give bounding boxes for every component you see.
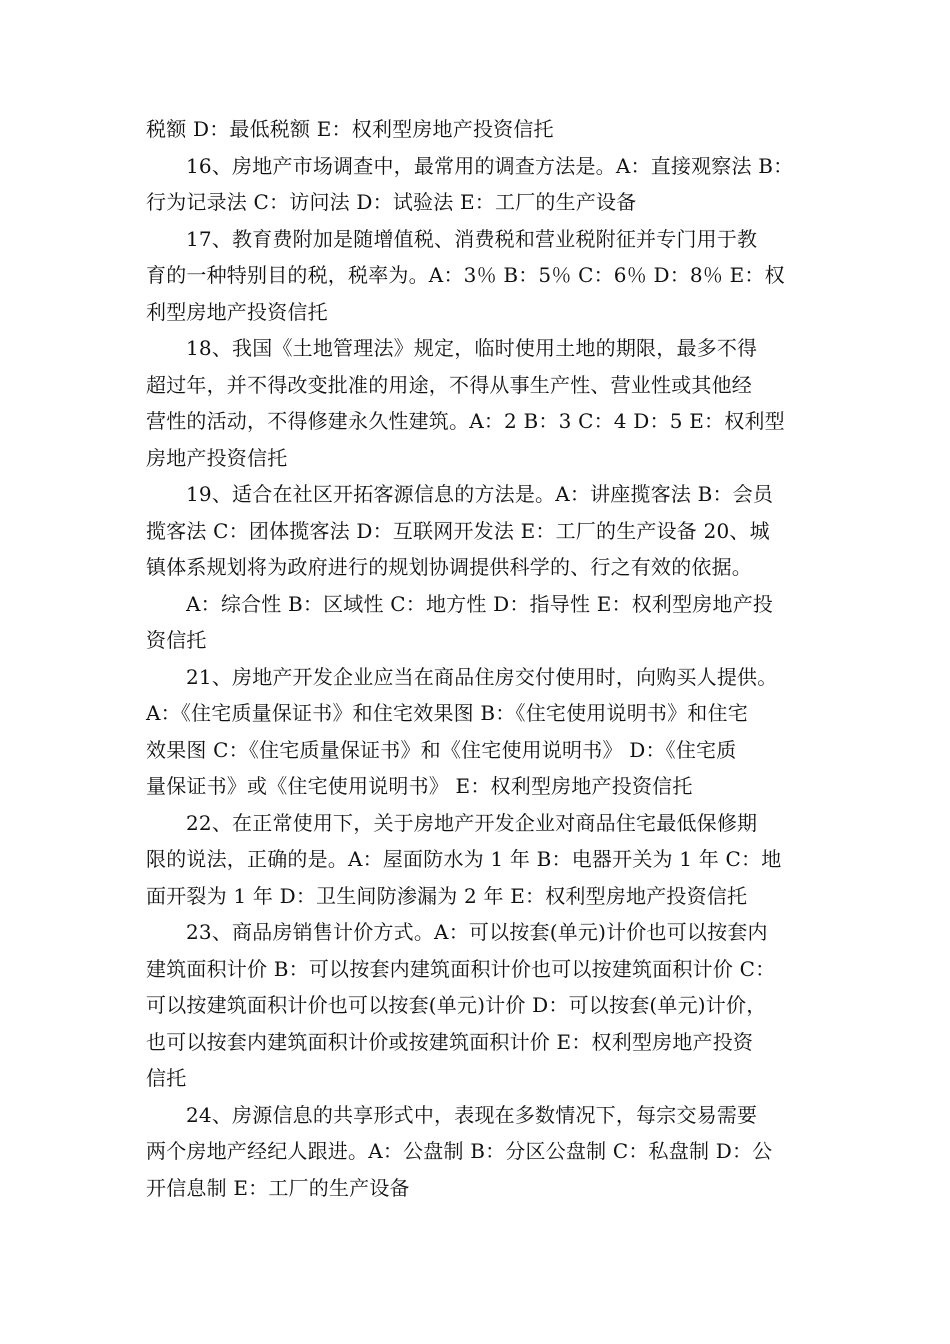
text-line: 建筑面积计价 B：可以按套内建筑面积计价也可以按建筑面积计价 C：	[146, 956, 776, 981]
text-line: 两个房地产经纪人跟进。A：公盘制 B：分区公盘制 C：私盘制 D：公	[146, 1139, 773, 1163]
text-line: 资信托	[146, 628, 207, 652]
text-line: 揽客法 C：团体揽客法 D：互联网开发法 E：工厂的生产设备 20、城	[146, 518, 770, 543]
question-21-line: 21、房地产开发企业应当在商品住房交付使用时，向购买人提供。	[186, 664, 778, 689]
question-16-line: 16、房地产市场调查中，最常用的调查方法是。A：直接观察法 B：	[186, 153, 794, 178]
text-line: 房地产投资信托	[146, 445, 288, 470]
text-line: 镇体系规划将为政府进行的规划协调提供科学的、行之有效的依据。	[146, 555, 752, 579]
options-line: A：综合性 B：区域性 C：地方性 D：指导性 E：权利型房地产投	[186, 591, 774, 616]
question-17-line: 17、教育费附加是随增值税、消费税和营业税附征并专门用于教	[186, 226, 758, 251]
question-24-line: 24、房源信息的共享形式中，表现在多数情况下，每宗交易需要	[186, 1102, 758, 1127]
text-line: 可以按建筑面积计价也可以按套(单元)计价 D：可以按套(单元)计价，	[146, 993, 767, 1017]
text-line: A：《住宅质量保证书》和住宅效果图 B：《住宅使用说明书》和住宅	[146, 701, 748, 725]
text-line: 育的一种特别目的税，税率为。A：3％ B：5％ C：6％ D：8％ E：权	[146, 263, 785, 287]
text-line: 营性的活动，不得修建永久性建筑。A：2 B：3 C：4 D：5 E：权利型	[146, 409, 785, 433]
text-line: 限的说法，正确的是。A：屋面防水为 1 年 B：电器开关为 1 年 C：地	[146, 847, 782, 871]
text-line: 超过年，并不得改变批准的用途，不得从事生产性、营业性或其他经	[146, 372, 752, 397]
document-body	[146, 111, 814, 1206]
question-19-line: 19、适合在社区开拓客源信息的方法是。A：讲座揽客法 B：会员	[186, 482, 774, 506]
text-line: 行为记录法 C：访问法 D：试验法 E：工厂的生产设备	[146, 190, 637, 214]
question-22-line: 22、在正常使用下，关于房地产开发企业对商品住宅最低保修期	[186, 810, 758, 835]
text-line: 利型房地产投资信托	[146, 299, 328, 324]
question-23-line: 23、商品房销售计价方式。A：可以按套(单元)计价也可以按套内	[186, 920, 768, 944]
text-line: 也可以按套内建筑面积计价或按建筑面积计价 E：权利型房地产投资	[146, 1029, 754, 1054]
text-line: 量保证书》或《住宅使用说明书》 E：权利型房地产投资信托	[146, 774, 693, 798]
text-line: 开信息制 E：工厂的生产设备	[146, 1175, 410, 1200]
text-line: 信托	[146, 1066, 187, 1090]
text-line: 面开裂为 1 年 D：卫生间防渗漏为 2 年 E：权利型房地产投资信托	[146, 883, 748, 908]
text-line: 税额 D：最低税额 E：权利型房地产投资信托	[146, 117, 554, 141]
text-line: 效果图 C：《住宅质量保证书》和《住宅使用说明书》 D：《住宅质	[146, 737, 737, 762]
question-18-line: 18、我国《土地管理法》规定，临时使用土地的期限，最多不得	[186, 336, 758, 360]
